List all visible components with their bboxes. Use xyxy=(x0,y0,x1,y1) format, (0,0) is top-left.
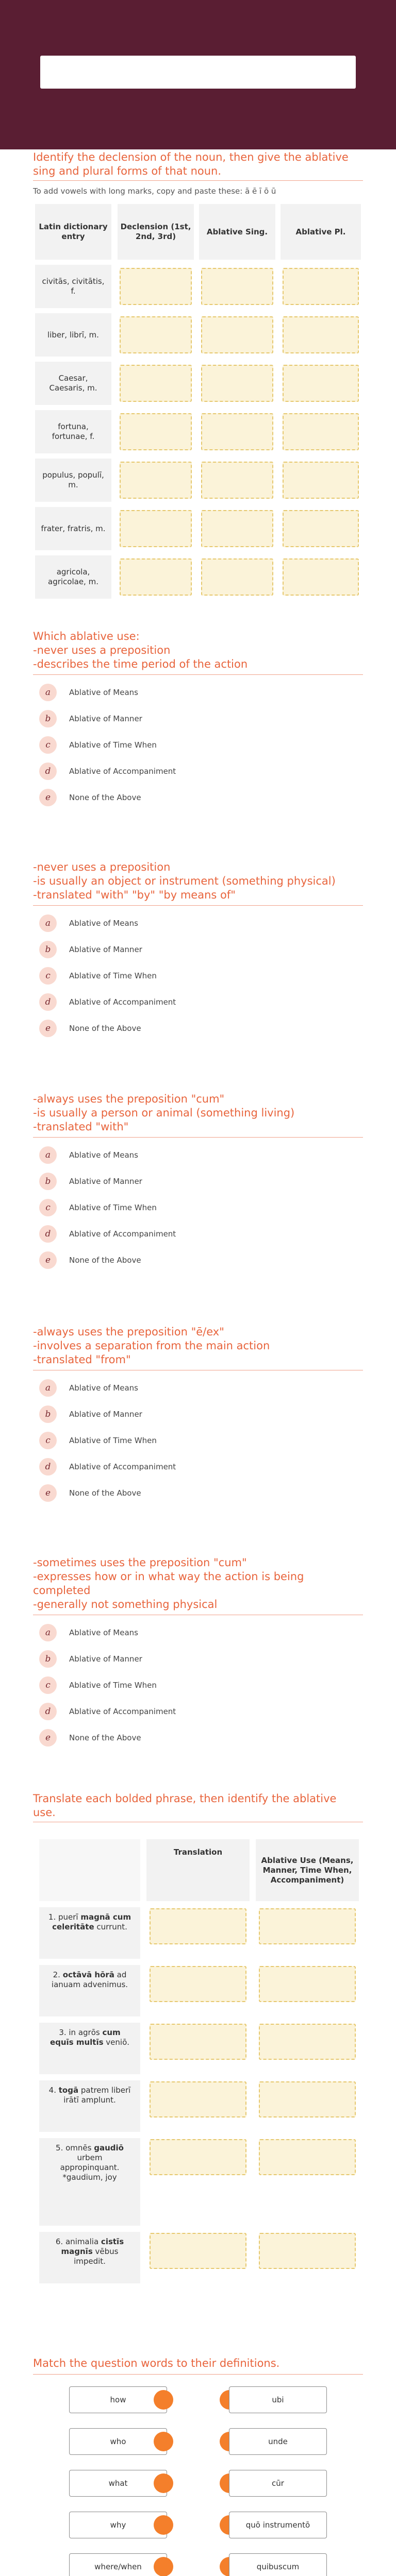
bolded-phrase: gaudiō xyxy=(94,2143,124,2153)
match-left-item[interactable]: why xyxy=(69,2512,167,2538)
answer-option[interactable] xyxy=(39,912,138,934)
bolded-phrase: togā xyxy=(58,2086,79,2095)
mc-question-title xyxy=(33,1092,294,1134)
answer-cell[interactable] xyxy=(120,365,192,402)
option-letter-badge: a xyxy=(39,1379,57,1397)
option-label: Ablative of Time When xyxy=(69,971,157,980)
bolded-phrase: cum equīs multīs xyxy=(50,2028,121,2047)
option-label: Ablative of Manner xyxy=(69,1177,142,1186)
match-left-connector[interactable] xyxy=(154,2390,173,2410)
sentence-text: veniō. xyxy=(103,2038,130,2047)
title-input[interactable] xyxy=(40,56,356,89)
answer-option[interactable] xyxy=(39,708,142,730)
answer-cell[interactable] xyxy=(201,365,273,402)
answer-cell[interactable] xyxy=(120,558,192,596)
column-header: Declension (1st, 2nd, 3rd) xyxy=(118,204,194,260)
match-left-item[interactable]: what xyxy=(69,2470,167,2497)
mc-question-title xyxy=(33,860,336,902)
option-letter-badge: e xyxy=(39,1729,57,1747)
match-right-item[interactable]: unde xyxy=(229,2428,327,2455)
column-header: Translation xyxy=(146,1839,250,1901)
mc-question-line: -describes the time period of the action xyxy=(33,658,248,670)
match-left-connector[interactable] xyxy=(154,2473,173,2493)
ablative-use-cell[interactable] xyxy=(259,2081,356,2117)
sentence-text: 2. xyxy=(53,1970,63,1979)
option-letter-badge: a xyxy=(39,1624,57,1641)
match-left-connector[interactable] xyxy=(154,2515,173,2535)
ablative-use-cell[interactable] xyxy=(259,2139,356,2175)
option-label: None of the Above xyxy=(69,793,141,802)
option-letter-badge: c xyxy=(39,1199,57,1216)
answer-cell[interactable] xyxy=(120,268,192,305)
answer-option[interactable] xyxy=(39,1456,176,1478)
q3-title-line: Translate each bolded phrase, then identify the ablative xyxy=(33,1792,337,1805)
option-letter-badge: e xyxy=(39,1484,57,1502)
option-label: Ablative of Means xyxy=(69,688,138,697)
option-letter-badge: c xyxy=(39,736,57,754)
match-left-item[interactable]: how xyxy=(69,2386,167,2413)
answer-option[interactable] xyxy=(39,1701,176,1722)
ablative-use-cell[interactable] xyxy=(259,1908,356,1944)
option-label: Ablative of Time When xyxy=(69,1681,157,1690)
option-letter-badge: d xyxy=(39,993,57,1011)
mc-question-line: -never uses a preposition xyxy=(33,644,171,656)
declension-table xyxy=(33,203,363,600)
sentence-label xyxy=(39,1965,140,2016)
match-left-item[interactable]: who xyxy=(69,2428,167,2455)
blank-header xyxy=(39,1839,140,1901)
mc-question-line: -sometimes uses the preposition "cum" xyxy=(33,1556,247,1569)
answer-option[interactable] xyxy=(39,1727,141,1749)
answer-cell[interactable] xyxy=(283,462,359,499)
answer-cell[interactable] xyxy=(120,462,192,499)
option-letter-badge: c xyxy=(39,967,57,985)
translation-cell[interactable] xyxy=(150,1908,246,1944)
option-label: Ablative of Time When xyxy=(69,1203,157,1212)
option-label: Ablative of Manner xyxy=(69,714,142,723)
option-label: None of the Above xyxy=(69,1488,141,1498)
divider xyxy=(33,674,363,675)
mc-question-line: -is usually a person or animal (something living) xyxy=(33,1107,295,1119)
match-right-item[interactable]: quō instrumentō xyxy=(229,2512,327,2538)
ablative-use-cell[interactable] xyxy=(259,1966,356,2002)
mc-question-line: -translated "with" xyxy=(33,1121,129,1133)
answer-option[interactable] xyxy=(39,682,138,703)
option-label: Ablative of Means xyxy=(69,1383,138,1393)
mc-question-title xyxy=(33,1325,270,1367)
bolded-phrase: cistīs magnīs xyxy=(61,2237,124,2256)
answer-option[interactable] xyxy=(39,1482,141,1504)
answer-option[interactable] xyxy=(39,1171,142,1192)
answer-cell[interactable] xyxy=(120,316,192,353)
mc-question-line: -expresses how or in what way the action is being xyxy=(33,1570,304,1583)
q1-title xyxy=(33,150,349,178)
answer-cell[interactable] xyxy=(120,413,192,450)
answer-option[interactable] xyxy=(39,1403,142,1425)
option-label: None of the Above xyxy=(69,1256,141,1265)
answer-cell[interactable] xyxy=(201,268,273,305)
option-label: Ablative of Accompaniment xyxy=(69,767,176,776)
option-label: Ablative of Means xyxy=(69,919,138,928)
table-row-label: fortuna, fortunae, f. xyxy=(35,410,111,453)
match-right-item[interactable]: cūr xyxy=(229,2470,327,2497)
answer-cell[interactable] xyxy=(201,558,273,596)
answer-option[interactable] xyxy=(39,1430,157,1451)
q1-title-line: Identify the declension of the noun, then give the ablative xyxy=(33,151,349,163)
sentence-text: vēbus impedit. xyxy=(74,2247,119,2266)
answer-cell[interactable] xyxy=(283,558,359,596)
option-label: Ablative of Time When xyxy=(69,1436,157,1445)
answer-option[interactable] xyxy=(39,991,176,1013)
mc-question-line: -translated "from" xyxy=(33,1353,131,1366)
q4-title: Match the question words to their definitions. xyxy=(33,2357,280,2369)
mc-question-line: -is usually an object or instrument (something physical) xyxy=(33,875,336,887)
answer-option[interactable] xyxy=(39,1018,141,1039)
answer-option[interactable] xyxy=(39,1223,176,1245)
sentence-text: 6. animalia xyxy=(55,2237,101,2246)
sentence-text: 3. in agrōs xyxy=(59,2028,103,2037)
option-letter-badge: b xyxy=(39,941,57,958)
mc-question-line: -always uses the preposition "ē/ex" xyxy=(33,1326,224,1338)
option-letter-badge: d xyxy=(39,762,57,780)
sentence-text: patrem liberī irātī amplunt. xyxy=(63,2086,131,2105)
answer-cell[interactable] xyxy=(283,268,359,305)
match-left-connector[interactable] xyxy=(154,2557,173,2576)
option-letter-badge: d xyxy=(39,1703,57,1720)
option-label: Ablative of Accompaniment xyxy=(69,1707,176,1716)
option-label: Ablative of Means xyxy=(69,1150,138,1160)
answer-option[interactable] xyxy=(39,1249,141,1271)
option-label: Ablative of Accompaniment xyxy=(69,997,176,1007)
ablative-use-cell[interactable] xyxy=(259,2233,356,2269)
header-banner xyxy=(0,0,396,149)
answer-cell[interactable] xyxy=(283,365,359,402)
option-letter-badge: d xyxy=(39,1458,57,1476)
sentence-label xyxy=(39,2232,140,2283)
q1-title-line: sing and plural forms of that noun. xyxy=(33,165,222,177)
sentence-label xyxy=(39,2138,140,2226)
mc-question-line: completed xyxy=(33,1584,91,1597)
answer-option[interactable] xyxy=(39,760,176,782)
answer-option[interactable] xyxy=(39,1144,138,1166)
q1-note: To add vowels with long marks, copy and paste these: ā ē ī ō ū xyxy=(33,187,276,196)
answer-cell[interactable] xyxy=(283,510,359,547)
answer-option[interactable] xyxy=(39,787,141,808)
sentence-label xyxy=(39,1907,140,1959)
option-letter-badge: e xyxy=(39,1020,57,1037)
option-letter-badge: a xyxy=(39,1146,57,1164)
answer-option[interactable] xyxy=(39,1674,157,1696)
sentence-text: currunt. xyxy=(94,1922,127,1931)
answer-option[interactable] xyxy=(39,1622,138,1643)
table-row-label: frater, fratris, m. xyxy=(35,507,111,550)
option-letter-badge: b xyxy=(39,1650,57,1668)
option-letter-badge: b xyxy=(39,710,57,727)
q3-title xyxy=(33,1792,336,1820)
sentence-text: urbem appropinquant. *gaudium, joy xyxy=(60,2153,120,2182)
option-label: Ablative of Accompaniment xyxy=(69,1229,176,1239)
column-header: Ablative Sing. xyxy=(199,204,275,260)
answer-cell[interactable] xyxy=(283,413,359,450)
mc-question-title xyxy=(33,630,248,671)
column-header: Ablative Pl. xyxy=(280,204,361,260)
mc-question-title xyxy=(33,1556,304,1612)
divider xyxy=(33,180,363,181)
answer-cell[interactable] xyxy=(201,510,273,547)
answer-cell[interactable] xyxy=(120,510,192,547)
mc-question-line: -translated "with" "by" "by means of" xyxy=(33,889,236,901)
option-letter-badge: d xyxy=(39,1225,57,1243)
option-label: Ablative of Manner xyxy=(69,945,142,954)
mc-question-line: -involves a separation from the main action xyxy=(33,1340,270,1352)
match-right-item[interactable]: quibuscum xyxy=(229,2553,327,2576)
option-label: Ablative of Manner xyxy=(69,1410,142,1419)
divider xyxy=(33,905,363,906)
column-header: Ablative Use (Means, Manner, Time When, Accompaniment) xyxy=(256,1839,359,1901)
sentence-label xyxy=(39,2080,140,2132)
option-label: None of the Above xyxy=(69,1733,141,1742)
option-letter-badge: e xyxy=(39,789,57,806)
sentence-label xyxy=(39,2023,140,2074)
answer-cell[interactable] xyxy=(201,413,273,450)
option-label: Ablative of Manner xyxy=(69,1654,142,1664)
translation-cell[interactable] xyxy=(150,2233,246,2269)
option-letter-badge: b xyxy=(39,1173,57,1190)
sentence-text: 4. xyxy=(48,2086,59,2095)
option-letter-badge: c xyxy=(39,1676,57,1694)
translation-cell[interactable] xyxy=(150,2081,246,2117)
divider xyxy=(33,2374,363,2375)
match-right-item[interactable]: ubi xyxy=(229,2386,327,2413)
table-row-label: agricola, agricolae, m. xyxy=(35,555,111,599)
option-label: Ablative of Accompaniment xyxy=(69,1462,176,1471)
bolded-phrase: magnā cum celeritāte xyxy=(52,1912,131,1931)
match-left-item[interactable]: where/when xyxy=(69,2553,167,2576)
q3-title-line: use. xyxy=(33,1806,56,1819)
translation-table xyxy=(33,1839,363,2375)
option-letter-badge: a xyxy=(39,914,57,932)
table-row-label: liber, librī, m. xyxy=(35,313,111,357)
sentence-text: ad ianuam advenimus. xyxy=(51,1970,128,1989)
answer-cell[interactable] xyxy=(201,462,273,499)
table-row-label: civitās, civitātis, f. xyxy=(35,265,111,308)
translation-cell[interactable] xyxy=(150,2139,246,2175)
answer-option[interactable] xyxy=(39,965,157,987)
answer-option[interactable] xyxy=(39,1197,157,1218)
answer-option[interactable] xyxy=(39,1377,138,1399)
column-header: Latin dictionary entry xyxy=(35,204,111,260)
option-letter-badge: b xyxy=(39,1405,57,1423)
mc-question-line: -always uses the preposition "cum" xyxy=(33,1093,225,1105)
mc-question-line: -generally not something physical xyxy=(33,1598,218,1611)
mc-question-line: Which ablative use: xyxy=(33,630,140,642)
answer-option[interactable] xyxy=(39,939,142,960)
answer-option[interactable] xyxy=(39,734,157,756)
sentence-text: 1. puerī xyxy=(48,1912,81,1922)
ablative-use-cell[interactable] xyxy=(259,2024,356,2060)
option-letter-badge: e xyxy=(39,1251,57,1269)
answer-option[interactable] xyxy=(39,1648,142,1670)
answer-cell[interactable] xyxy=(283,316,359,353)
option-label: Ablative of Time When xyxy=(69,740,157,750)
mc-question-line: -never uses a preposition xyxy=(33,861,171,873)
bolded-phrase: octāvā hōrā xyxy=(62,1970,114,1979)
match-left-connector[interactable] xyxy=(154,2432,173,2451)
option-label: Ablative of Means xyxy=(69,1628,138,1637)
option-letter-badge: c xyxy=(39,1432,57,1449)
sentence-text: 5. omnēs xyxy=(56,2143,94,2153)
option-label: None of the Above xyxy=(69,1024,141,1033)
table-row-label: populus, populī, m. xyxy=(35,459,111,502)
table-row-label: Caesar, Caesaris, m. xyxy=(35,362,111,405)
option-letter-badge: a xyxy=(39,684,57,701)
translation-cell[interactable] xyxy=(150,1966,246,2002)
translation-cell[interactable] xyxy=(150,2024,246,2060)
divider xyxy=(33,1137,363,1138)
answer-cell[interactable] xyxy=(201,316,273,353)
